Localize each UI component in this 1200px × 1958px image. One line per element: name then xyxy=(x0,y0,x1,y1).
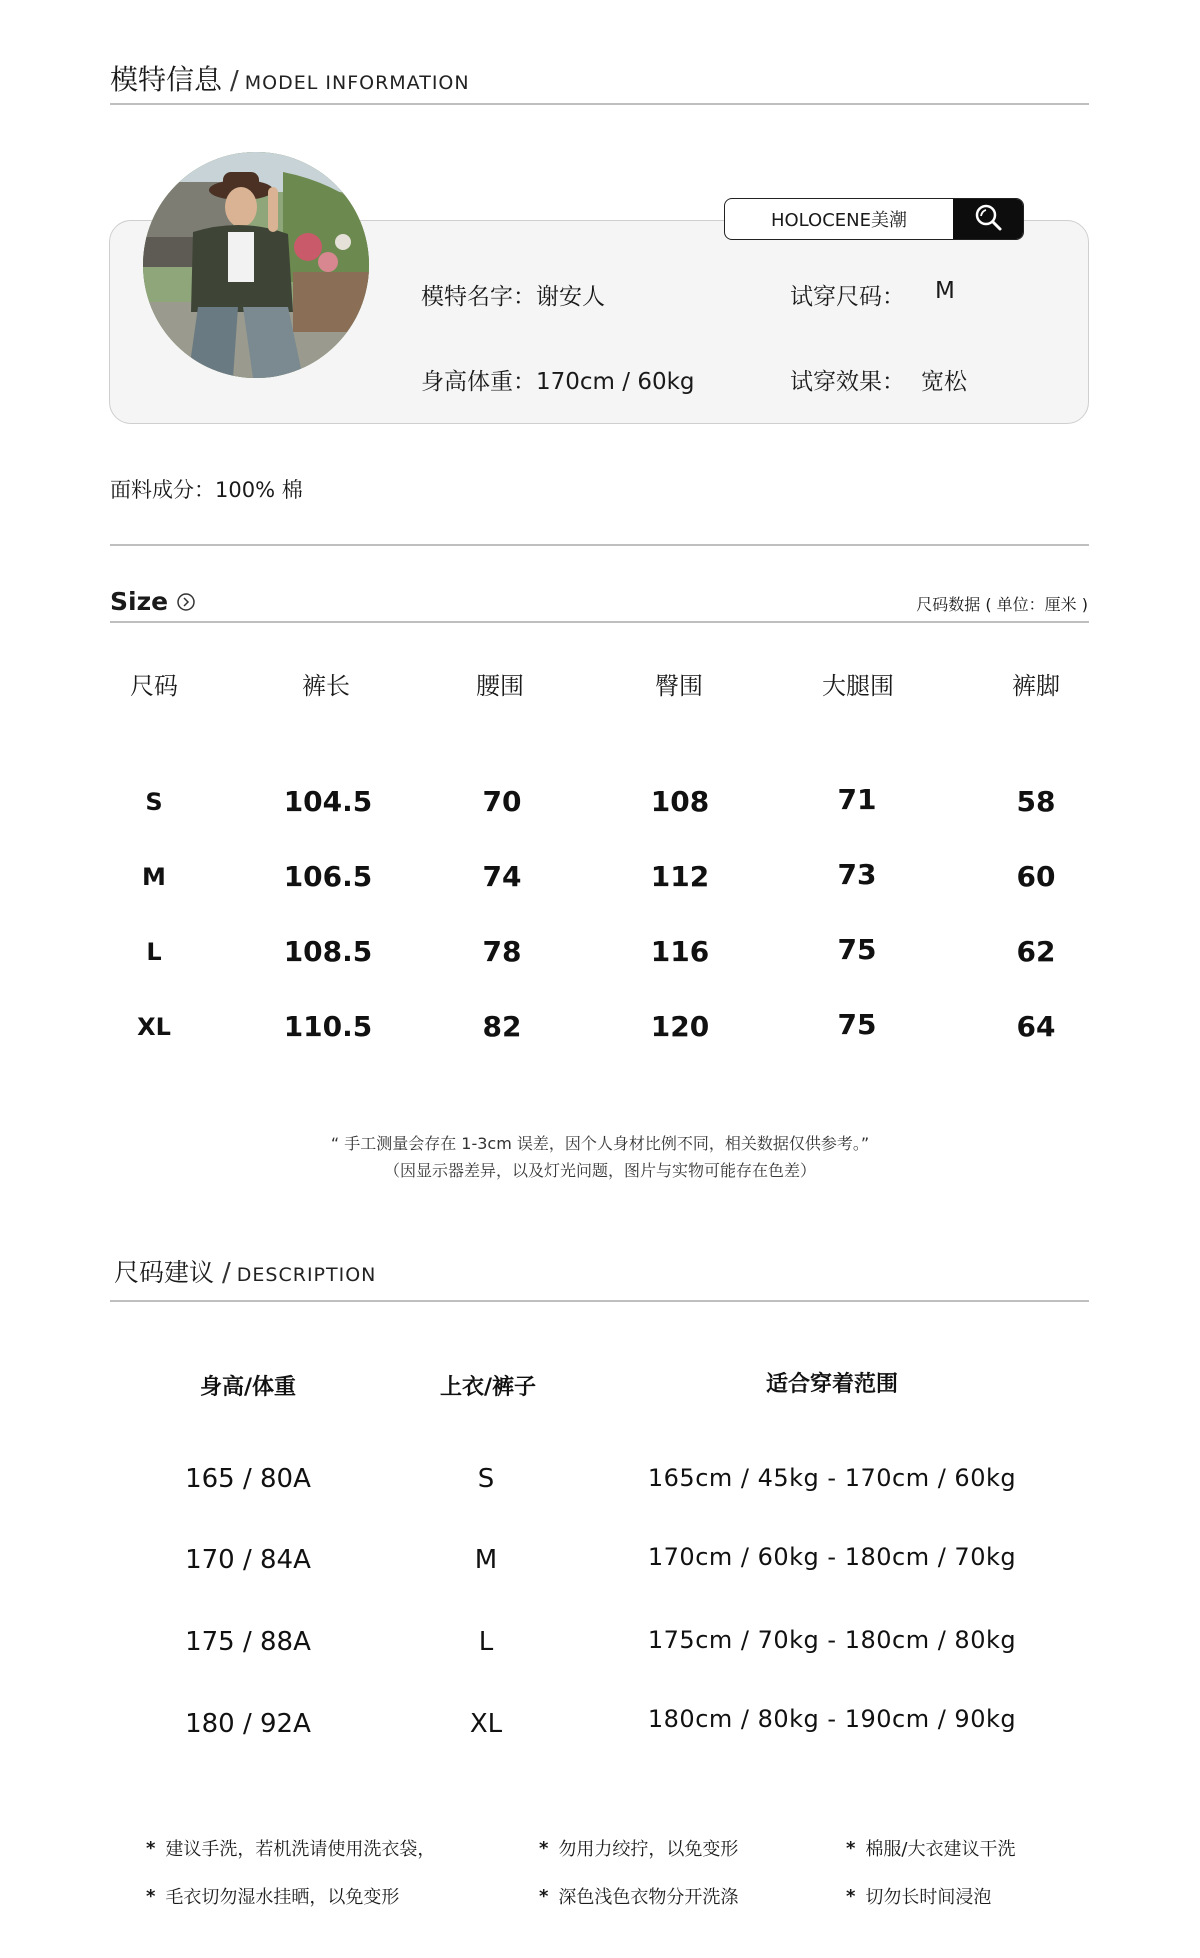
model-photo xyxy=(143,152,369,378)
table-cell: 64 xyxy=(1016,1010,1056,1043)
try-size-label: 试穿尺码： xyxy=(790,284,905,310)
table-cell: 112 xyxy=(650,860,710,893)
care-tip-text: 深色浅色衣物分开洗涤 xyxy=(558,1887,739,1908)
table-cell: 104.5 xyxy=(283,785,373,818)
star-marker: * xyxy=(846,1885,856,1907)
size-header: 腰围 xyxy=(476,672,524,700)
table-cell: 58 xyxy=(1016,785,1056,818)
care-tip-text: 建议手洗，若机洗请使用洗衣袋， xyxy=(165,1839,436,1860)
desc-header: 上衣/裤子 xyxy=(439,1375,537,1400)
table-cell: 116 xyxy=(650,935,710,968)
model-title-cn: 模特信息 xyxy=(110,63,223,96)
care-tip-text: 毛衣切勿湿水挂晒，以免变形 xyxy=(165,1887,400,1908)
care-tip xyxy=(846,1835,1016,1861)
title-slash: / xyxy=(222,1258,231,1288)
model-title-en: MODEL INFORMATION xyxy=(244,72,470,94)
model-name: 模特名字：谢安人 xyxy=(421,284,605,310)
desc-cell: L xyxy=(478,1627,494,1657)
size-unit-note: 尺码数据 ( 单位：厘米 ) xyxy=(916,595,1088,614)
table-cell: 110.5 xyxy=(283,1010,373,1043)
care-tip xyxy=(846,1883,991,1909)
search-button[interactable] xyxy=(953,199,1023,239)
star-marker: * xyxy=(539,1885,549,1907)
care-tip xyxy=(146,1883,399,1909)
table-cell: 78 xyxy=(482,935,522,968)
star-marker: * xyxy=(146,1885,156,1907)
divider xyxy=(110,544,1089,546)
table-cell: 71 xyxy=(837,783,877,816)
color-note: （因显示器差异，以及灯光问题，图片与实物可能存在色差） xyxy=(383,1161,816,1180)
table-cell: S xyxy=(145,788,163,816)
size-header: 裤脚 xyxy=(1012,672,1060,700)
table-cell: L xyxy=(146,938,162,966)
fabric-composition: 面料成分：100% 棉 xyxy=(110,478,303,502)
desc-cell: 170cm / 60kg - 180cm / 70kg xyxy=(647,1543,1017,1571)
divider xyxy=(110,103,1089,105)
care-tip-text: 棉服/大衣建议干洗 xyxy=(865,1839,1016,1860)
desc-cell: 175cm / 70kg - 180cm / 80kg xyxy=(647,1626,1017,1654)
search-icon xyxy=(973,202,1003,236)
size-header: 臀围 xyxy=(655,672,703,700)
fit-value: 宽松 xyxy=(921,369,967,395)
care-tip-text: 切勿长时间浸泡 xyxy=(865,1887,992,1908)
model-section-title xyxy=(110,58,470,98)
divider xyxy=(110,621,1089,623)
star-marker: * xyxy=(846,1837,856,1859)
fit-label: 试穿效果： xyxy=(790,369,905,395)
desc-cell: M xyxy=(474,1545,498,1575)
size-header: 大腿围 xyxy=(822,672,894,700)
brand-search-box[interactable] xyxy=(724,198,1024,240)
brand-name: HOLOCENE美潮 xyxy=(770,210,908,231)
desc-cell: 175 / 88A xyxy=(185,1627,311,1657)
model-height-weight: 身高体重：170cm / 60kg xyxy=(421,369,695,395)
star-marker: * xyxy=(539,1837,549,1859)
chevron-right-circle-icon xyxy=(176,592,196,612)
measure-note: “ 手工测量会存在 1-3cm 误差，因个人身材比例不同，相关数据仅供参考。” xyxy=(330,1134,870,1153)
size-header: 尺码 xyxy=(130,672,178,700)
desc-cell: 170 / 84A xyxy=(185,1545,311,1575)
table-cell: M xyxy=(142,863,166,891)
desc-title-en: DESCRIPTION xyxy=(236,1264,377,1286)
desc-cell: 165 / 80A xyxy=(185,1464,311,1494)
table-cell: 73 xyxy=(837,858,877,891)
care-tip xyxy=(146,1835,435,1861)
table-cell: 108.5 xyxy=(283,935,373,968)
size-header: 裤长 xyxy=(302,672,350,700)
table-cell: 82 xyxy=(482,1010,522,1043)
desc-cell: 180 / 92A xyxy=(185,1709,311,1739)
table-cell: 62 xyxy=(1016,935,1056,968)
divider xyxy=(110,1300,1089,1302)
table-cell: 75 xyxy=(837,1008,877,1041)
size-section-title xyxy=(110,587,196,616)
table-cell: 74 xyxy=(482,860,522,893)
size-title: Size xyxy=(110,587,169,616)
desc-cell: 180cm / 80kg - 190cm / 90kg xyxy=(647,1705,1017,1733)
desc-cell: XL xyxy=(469,1709,503,1739)
star-marker: * xyxy=(146,1837,156,1859)
desc-section-title xyxy=(114,1253,376,1289)
try-size-value: M xyxy=(935,278,955,304)
table-cell: 108 xyxy=(650,785,710,818)
table-cell: 106.5 xyxy=(283,860,373,893)
table-cell: 75 xyxy=(837,933,877,966)
care-tip-text: 勿用力绞拧，以免变形 xyxy=(558,1839,739,1860)
desc-header: 适合穿着范围 xyxy=(765,1372,899,1397)
care-tip xyxy=(539,1835,738,1861)
table-cell: 70 xyxy=(482,785,522,818)
desc-title-cn: 尺码建议 xyxy=(114,1258,215,1287)
table-cell: 60 xyxy=(1016,860,1056,893)
desc-cell: S xyxy=(477,1464,495,1494)
table-cell: XL xyxy=(137,1013,171,1041)
title-slash: / xyxy=(230,66,239,96)
care-tip xyxy=(539,1883,738,1909)
desc-header: 身高/体重 xyxy=(199,1375,297,1400)
desc-cell: 165cm / 45kg - 170cm / 60kg xyxy=(647,1464,1017,1492)
table-cell: 120 xyxy=(650,1010,710,1043)
